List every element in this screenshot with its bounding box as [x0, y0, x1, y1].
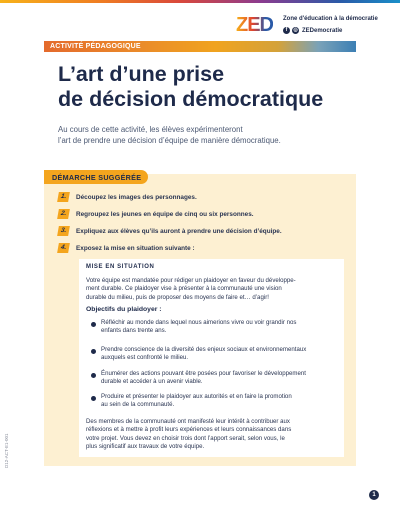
- step-number: 2.: [57, 209, 70, 219]
- step-text: Découpez les images des personnages.: [76, 193, 197, 201]
- step-text: Regroupez les jeunes en équipe de cinq ou six personnes.: [76, 210, 254, 218]
- objective-item: [101, 393, 341, 410]
- step-text: Expliquez aux élèves qu’ils auront à prendre une décision d’équipe.: [76, 227, 282, 235]
- scenario-closing: [86, 418, 340, 451]
- scenario-line: ment durable. Ce plaidoyer vise à présenter à la communauté une vision: [86, 285, 282, 293]
- title-line-1: L’art d’une prise: [58, 62, 225, 86]
- scenario-line: durable du milieu, puis de proposer des moyens de faire et… d’agir!: [86, 293, 269, 301]
- banner-label: ACTIVITÉ PÉDAGOGIQUE: [50, 43, 141, 50]
- bullet-dot: [91, 349, 96, 354]
- step-item: [58, 208, 254, 220]
- step-number: 4.: [57, 243, 70, 253]
- closing-line: réflexions et à mettre à profit leurs expériences et leurs connaissances dans: [86, 426, 292, 434]
- closing-line: Des membres de la communauté ont manifesté leur intérêt à contribuer aux: [86, 418, 290, 425]
- objective-item: [101, 370, 341, 387]
- instagram-icon[interactable]: ◎: [293, 27, 298, 33]
- intro-line-2: l’art de prendre une décision d’équipe de manière démocratique.: [58, 136, 281, 145]
- scenario-paragraph: [86, 277, 340, 302]
- page-title: [58, 62, 378, 112]
- closing-line: plus significatif aux travaux de votre équipe.: [86, 442, 205, 450]
- objective-line: Prendre conscience de la diversité des enjeux sociaux et environnementaux: [101, 346, 307, 353]
- activity-banner: [44, 41, 356, 52]
- bullet-dot: [91, 396, 96, 401]
- page-number: 1: [369, 490, 379, 500]
- objective-line: auxquels est confronté le milieu.: [101, 354, 189, 362]
- intro-line-1: Au cours de cette activité, les élèves expérimenteront: [58, 125, 243, 134]
- objective-item: [101, 319, 341, 336]
- social-links: [283, 26, 342, 35]
- facebook-icon[interactable]: f: [283, 27, 290, 34]
- closing-line: votre projet. Vous devez en choisir trois dont l’apport serait, selon vous, le: [86, 434, 285, 442]
- title-line-2: de décision démocratique: [58, 87, 324, 111]
- objective-line: Produire et présenter le plaidoyer aux autorités et en faire la promotion: [101, 393, 292, 400]
- intro-text: [58, 124, 378, 146]
- step-number: 3.: [57, 226, 70, 236]
- logo-tagline: Zone d'éducation à la démocratie: [283, 16, 378, 22]
- zed-logo[interactable]: [236, 14, 376, 40]
- top-gradient-bar: [0, 0, 400, 3]
- scenario-line: Votre équipe est mandatée pour rédiger un plaidoyer en faveur du développe-: [86, 277, 296, 284]
- section-tab: [44, 170, 148, 184]
- logo-wordmark: ZED: [236, 14, 273, 36]
- objective-item: [101, 346, 341, 363]
- step-item: [58, 225, 282, 237]
- objectives-title: Objectifs du plaidoyer :: [86, 306, 162, 313]
- bullet-dot: [91, 322, 96, 327]
- step-item: [58, 242, 195, 254]
- document-code: D12-ACT-E1-001: [4, 433, 9, 468]
- objective-line: Réfléchir au monde dans lequel nous aimerions vivre ou voir grandir nos: [101, 319, 297, 326]
- scenario-label: MISE EN SITUATION: [86, 264, 155, 270]
- social-handle[interactable]: ZEDemocratie: [302, 27, 343, 34]
- bullet-dot: [91, 373, 96, 378]
- objective-line: enfants dans trente ans.: [101, 327, 167, 335]
- objective-line: au sein de la communauté.: [101, 401, 175, 409]
- step-number: 1.: [57, 192, 70, 202]
- step-item: [58, 191, 197, 203]
- section-label: DÉMARCHE SUGGÉRÉE: [52, 173, 142, 182]
- objective-line: durable et accéder à un avenir viable.: [101, 378, 203, 386]
- objective-line: Énumérer des actions pouvant être posées pour favoriser le développement: [101, 370, 306, 377]
- step-text: Exposez la mise en situation suivante :: [76, 244, 195, 252]
